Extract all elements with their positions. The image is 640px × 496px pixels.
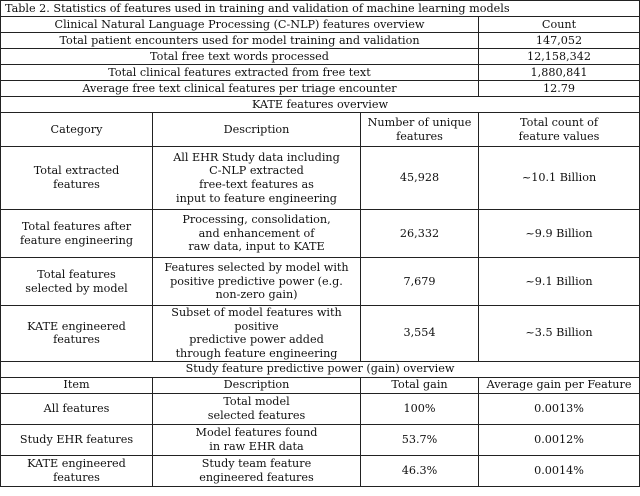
kate-description-cell: All EHR Study data including C-NLP extracted free-text features as input to feature engineering [153, 147, 361, 210]
kate-total-cell: ~9.1 Billion [479, 258, 640, 306]
kate-total-cell: ~9.9 Billion [479, 210, 640, 258]
kate-category-cell: Total extracted features [1, 147, 153, 210]
kate-unique-cell: 45,928 [361, 147, 479, 210]
kate-unique-cell: 3,554 [361, 306, 479, 362]
gain-header-row [1, 377, 640, 393]
table-row [1, 65, 640, 81]
cnlp-row-label: Total free text words processed [1, 49, 479, 65]
gain-total-cell: 46.3% [361, 455, 479, 486]
kate-total-header: Total count of feature values [479, 113, 640, 147]
gain-description-cell: Study team feature engineered features [153, 455, 361, 486]
gain-total-cell: 100% [361, 393, 479, 424]
gain-title-row [1, 361, 640, 377]
gain-average-cell: 0.0013% [479, 393, 640, 424]
kate-header-row [1, 113, 640, 147]
table-row [1, 455, 640, 486]
table-row [1, 49, 640, 65]
table-caption: Table 2. Statistics of features used in training and validation of machine learning models [1, 1, 640, 17]
gain-item-cell: Study EHR features [1, 424, 153, 455]
kate-section-title: KATE features overview [1, 97, 640, 113]
table-row [1, 424, 640, 455]
gain-average-cell: 0.0014% [479, 455, 640, 486]
table-row [1, 33, 640, 49]
kate-description-cell: Subset of model features with positive predictive power added through feature engineering [153, 306, 361, 362]
kate-category-cell: Total features selected by model [1, 258, 153, 306]
cnlp-section-title: Clinical Natural Language Processing (C-NLP) features overview [1, 17, 479, 33]
kate-unique-cell: 26,332 [361, 210, 479, 258]
gain-section-title: Study feature predictive power (gain) overview [1, 361, 640, 377]
gain-description-cell: Model features found in raw EHR data [153, 424, 361, 455]
gain-total-header: Total gain [361, 377, 479, 393]
cnlp-header-row [1, 17, 640, 33]
cnlp-row-label: Total patient encounters used for model training and validation [1, 33, 479, 49]
gain-item-header: Item [1, 377, 153, 393]
cnlp-row-value: 12.79 [479, 81, 640, 97]
gain-average-cell: 0.0012% [479, 424, 640, 455]
gain-item-cell: KATE engineered features [1, 455, 153, 486]
cnlp-row-label: Average free text clinical features per triage encounter [1, 81, 479, 97]
cnlp-row-label: Total clinical features extracted from free text [1, 65, 479, 81]
kate-category-cell: KATE engineered features [1, 306, 153, 362]
table-row [1, 81, 640, 97]
kate-unique-header: Number of unique features [361, 113, 479, 147]
table-row [1, 147, 640, 210]
kate-category-cell: Total features after feature engineering [1, 210, 153, 258]
kate-title-row [1, 97, 640, 113]
table-row [1, 393, 640, 424]
table-row [1, 258, 640, 306]
kate-total-cell: ~3.5 Billion [479, 306, 640, 362]
cnlp-count-header: Count [479, 17, 640, 33]
table-row [1, 306, 640, 362]
kate-total-cell: ~10.1 Billion [479, 147, 640, 210]
gain-item-cell: All features [1, 393, 153, 424]
kate-unique-cell: 7,679 [361, 258, 479, 306]
gain-description-header: Description [153, 377, 361, 393]
cnlp-row-value: 1,880,841 [479, 65, 640, 81]
kate-description-header: Description [153, 113, 361, 147]
kate-description-cell: Processing, consolidation, and enhancement of raw data, input to KATE [153, 210, 361, 258]
gain-average-header: Average gain per Feature [479, 377, 640, 393]
cnlp-row-value: 12,158,342 [479, 49, 640, 65]
kate-description-cell: Features selected by model with positive predictive power (e.g. non-zero gain) [153, 258, 361, 306]
cnlp-row-value: 147,052 [479, 33, 640, 49]
table-row [1, 210, 640, 258]
kate-category-header: Category [1, 113, 153, 147]
caption-row [1, 1, 640, 17]
gain-total-cell: 53.7% [361, 424, 479, 455]
gain-description-cell: Total model selected features [153, 393, 361, 424]
